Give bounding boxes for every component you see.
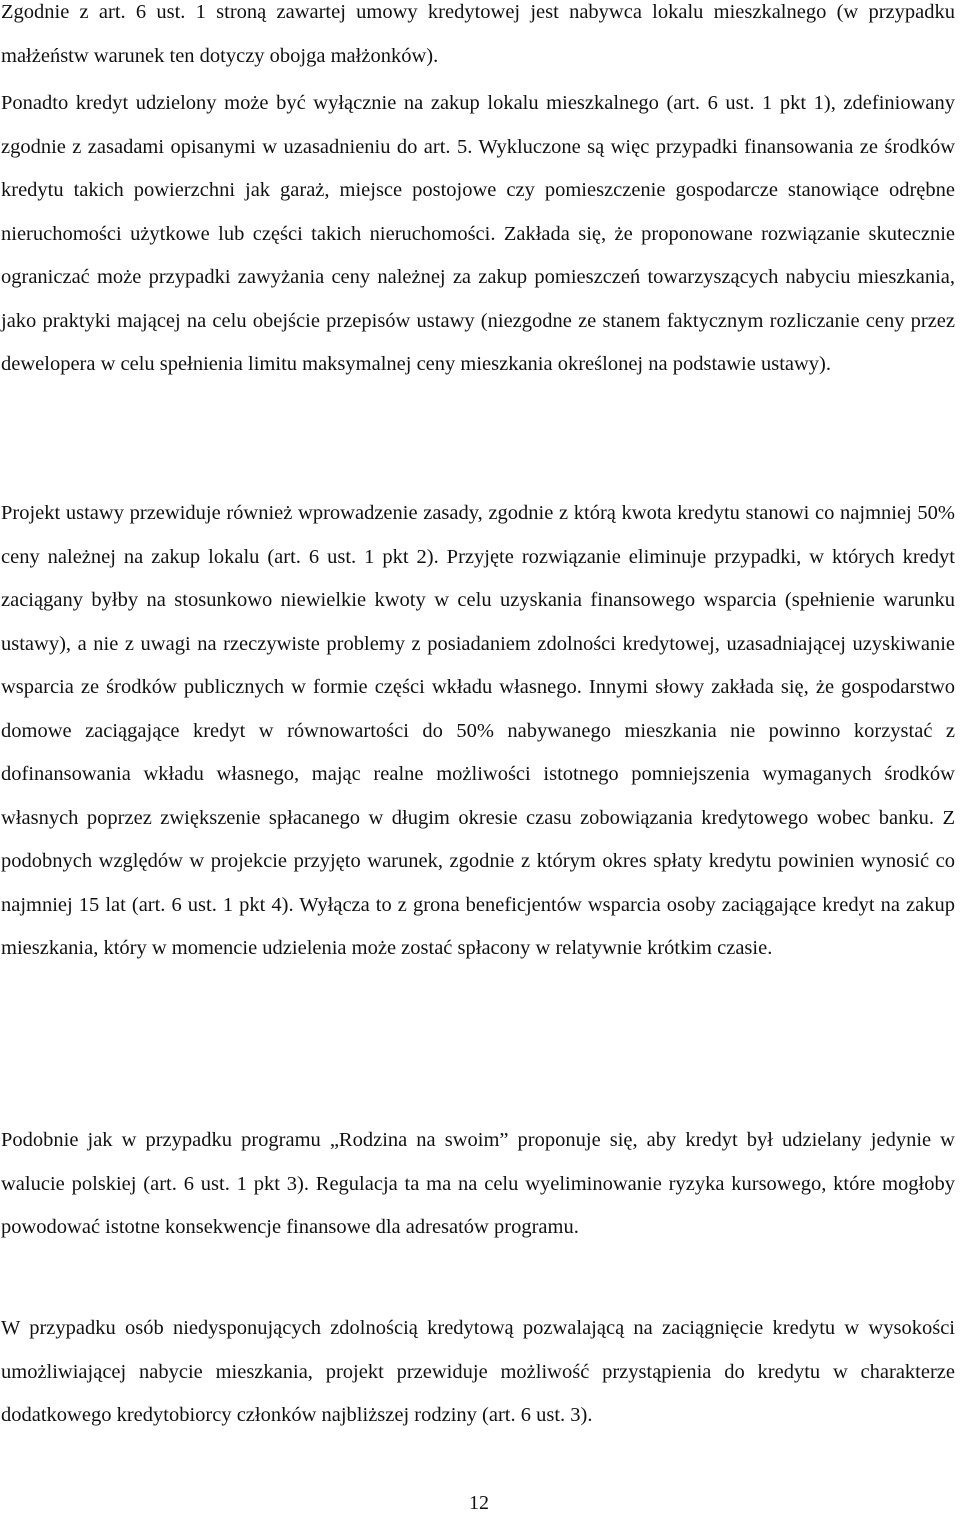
paragraph-residential-unit: Ponadto kredyt udzielony może być wyłącznie na zakup lokalu mieszkalnego (art. 6 ust. 1 pkt 1), zdefiniowany zgodnie z zasadami opisanymi w uzasadnieniu do art. 5. Wykluczone są więc przypadki finansowania ze środków kredytu takich powierzchni jak garaż, miejsce postojowe czy pomieszczenie gospodarcze stanowiące odrębne nieruchomości użytkowe lub części takich nieruchomości. Zakłada się, że proponowane rozwiązanie skutecznie ograniczać może przypadki zawyżania ceny należnej za zakup pomieszczeń towarzyszących nabyciu mieszkania, jako praktyki mającej na celu obejście przepisów ustawy (niezgodne ze stanem faktycznym rozliczanie ceny przez dewelopera w celu spełnienia limitu maksymalnej ceny mieszkania określonej na podstawie ustawy). bbox=[1, 92, 955, 375]
paragraph-borrower: Zgodnie z art. 6 ust. 1 stroną zawartej umowy kredytowej jest nabywca lokalu mieszkalnego (w przypadku małżeństw warunek ten dotyczy obojga małżonków). bbox=[1, 1, 955, 67]
paragraph-currency: Podobnie jak w przypadku programu „Rodzina na swoim” proponuje się, aby kredyt był udzielany jedynie w walucie polskiej (art. 6 ust. 1 pkt 3). Regulacja ta ma na celu wyeliminowanie ryzyka kursowego, które mogłoby powodować istotne konsekwencje finansowe dla adresatów programu. bbox=[1, 1129, 955, 1238]
paragraph-co-borrower: W przypadku osób niedysponujących zdolnością kredytową pozwalającą na zaciągnięcie kredytu w wysokości umożliwiającej nabycie mieszkania, projekt przewiduje możliwość przystąpienia do kredytu w charakterze dodatkowego kredytobiorcy członków najbliższej rodziny (art. 6 ust. 3). bbox=[1, 1317, 955, 1426]
paragraph-loan-amount: Projekt ustawy przewiduje również wprowadzenie zasady, zgodnie z którą kwota kredytu stanowi co najmniej 50% ceny należnej na zakup lokalu (art. 6 ust. 1 pkt 2). Przyjęte rozwiązanie eliminuje przypadki, w których kredyt zaciągany byłby na stosunkowo niewielkie kwoty w celu uzyskania finansowego wsparcia (spełnienie warunku ustawy), a nie z uwagi na rzeczywiste problemy z posiadaniem zdolności kredytowej, uzasadniającej uzyskiwanie wsparcia ze środków publicznych w formie części wkładu własnego. Innymi słowy zakłada się, że gospodarstwo domowe zaciągające kredyt w równowartości do 50% nabywanego mieszkania nie powinno korzystać z dofinansowania wkładu własnego, mając realne możliwości istotnego pomniejszenia wymaganych środków własnych poprzez zwiększenie spłacanego w długim okresie czasu zobowiązania kredytowego wobec banku. Z podobnych względów w projekcie przyjęto warunek, zgodnie z którym okres spłaty kredytu powinien wynosić co najmniej 15 lat (art. 6 ust. 1 pkt 4). Wyłącza to z grona beneficjentów wsparcia osoby zaciągające kredyt na zakup mieszkania, który w momencie udzielenia może zostać spłacony w relatywnie krótkim czasie. bbox=[1, 502, 955, 959]
page-number: 12 bbox=[469, 1492, 489, 1514]
